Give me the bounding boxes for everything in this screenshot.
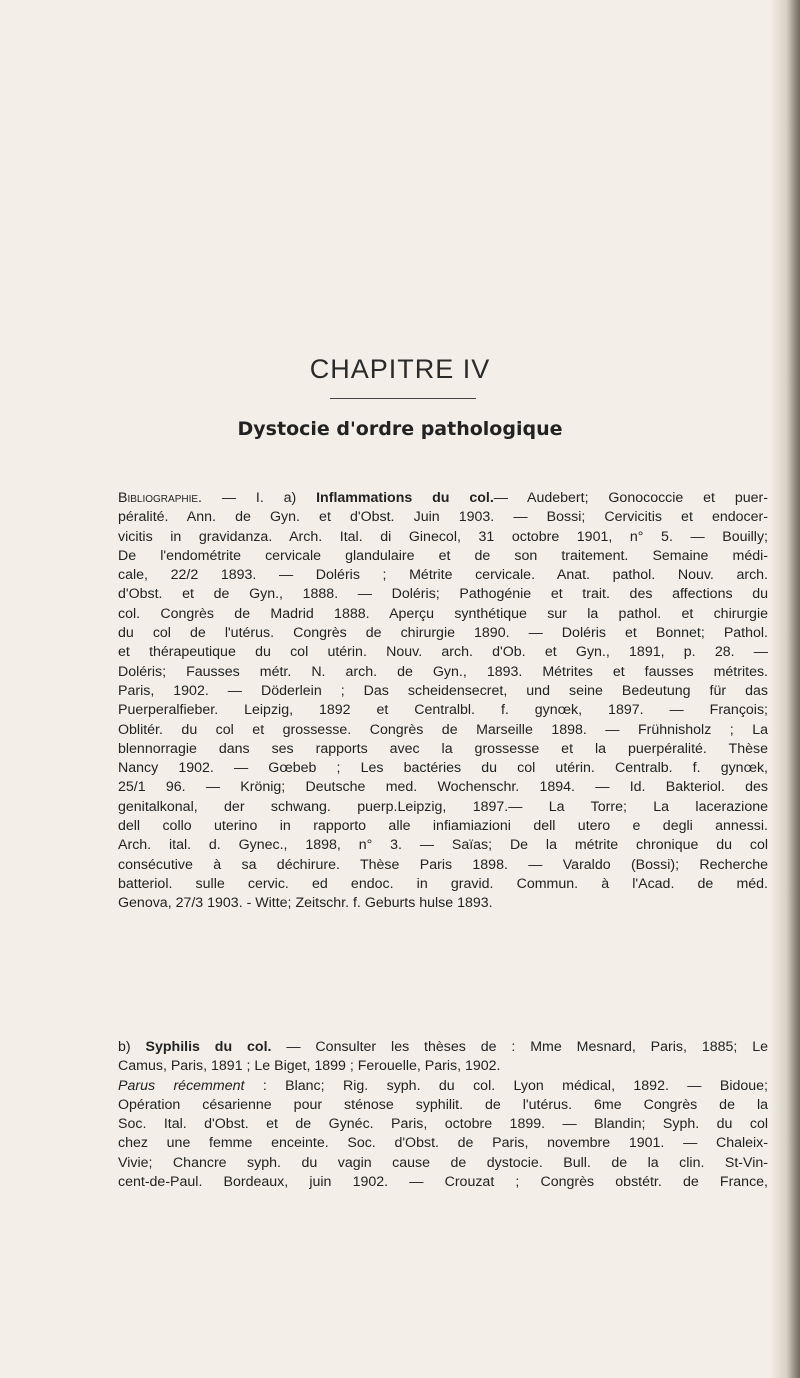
bibliography-line: cale, 22/2 1893. — Doléris ; Métrite cervicale. Anat. pathol. Nouv. arch. xyxy=(118,567,768,584)
bibliography-b-first-line xyxy=(118,1038,768,1057)
bibliography-line: genitalkonal, der schwang. puerp.Leipzig, 1897.— La Torre; La lacerazione xyxy=(118,798,768,815)
bibliography-line: batteriol. sulle cervic. ed endoc. in gravid. Commun. à l'Acad. de méd. xyxy=(118,875,768,892)
bibliography-line: consécutive à sa déchirure. Thèse Paris 1898. — Varaldo (Bossi); Recherche xyxy=(118,856,768,873)
section-marker: b) xyxy=(118,1039,131,1055)
bibliography-line: dell collo uterino in rapporto alle infiamiazioni dell utero e degli annessi. xyxy=(118,818,768,835)
bibliography-line: Puerperalfieber. Leipzig, 1892 et Centralbl. f. gynœk, 1897. — François; xyxy=(118,702,768,719)
bibliography-line: cent-de-Paul. Bordeaux, juin 1902. — Crouzat ; Congrès obstétr. de France, xyxy=(118,1174,768,1191)
bibliography-line: péralité. Ann. de Gyn. et d'Obst. Juin 1903. — Bossi; Cervicitis et endocer- xyxy=(118,509,768,526)
bibliography-line: vicitis in gravidanza. Arch. Ital. di Ginecol, 31 octobre 1901, n° 5. — Bouilly; xyxy=(118,528,768,545)
bibliography-line: Paris, 1902. — Döderlein ; Das scheidensecret, und seine Bedeutung für das xyxy=(118,682,768,699)
chapter-title: CHAPITRE IV xyxy=(309,354,491,384)
title-rule xyxy=(330,398,476,399)
bibliography-line: du col de l'utérus. Congrès de chirurgie 1890. — Doléris et Bonnet; Pathol. xyxy=(118,625,768,642)
bibliography-line: Nancy 1902. — Gœbeb ; Les bactéries du col utérin. Centralb. f. gynœk, xyxy=(118,760,768,777)
bibliography-line: De l'endométrite cervicale glandulaire et de son traitement. Semaine médi- xyxy=(118,547,768,564)
section-heading: Syphilis du col. xyxy=(145,1039,272,1055)
bibliography-a-first-line xyxy=(118,489,768,508)
bibliography-line: Soc. Ital. d'Obst. et de Gynéc. Paris, octobre 1899. — Blandin; Syph. du col xyxy=(118,1116,768,1133)
bibliography-line: blennorragie dans ses rapports avec la grossesse et la puerpéralité. Thèse xyxy=(118,740,768,757)
section-marker: — I. a) xyxy=(221,490,297,506)
bibliography-line: chez une femme enceinte. Soc. d'Obst. de Paris, novembre 1901. — Chaleix- xyxy=(118,1135,768,1152)
bibliography-line: d'Obst. et de Gyn., 1888. — Doléris; Pathogénie et trait. des affections du xyxy=(118,586,768,603)
bibliography-section-b xyxy=(118,1038,768,1192)
section-title: Dystocie d'ordre pathologique xyxy=(237,418,563,440)
bibliography-line: Oblitér. du col et grossesse. Congrès de Marseille 1898. — Frühnisholz ; La xyxy=(118,721,768,738)
bibliography-line: Genova, 27/3 1903. - Witte; Zeitschr. f. Geburts hulse 1893. xyxy=(118,895,493,912)
bibliography-line: — Consulter les thèses de : Mme Mesnard, Paris, 1885; Le xyxy=(286,1039,768,1055)
section-heading: Inflammations du col. xyxy=(316,490,494,506)
bibliography-line: Opération césarienne pour sténose syphilit. de l'utérus. 6me Congrès de la xyxy=(118,1096,768,1113)
bibliography-line: Doléris; Fausses métr. N. arch. de Gyn., 1893. Métrites et fausses métrites. xyxy=(118,663,768,680)
bibliography-line: et thérapeutique du col utérin. Nouv. arch. d'Ob. et Gyn., 1891, p. 28. — xyxy=(118,644,768,661)
bibliography-line: col. Congrès de Madrid 1888. Aperçu synthétique sur la pathol. et chirurgie xyxy=(118,605,768,622)
bibliography-line: Arch. ital. d. Gynec., 1898, n° 3. — Saïas; De la métrite chronique du col xyxy=(118,837,768,854)
bibliography-line: 25/1 96. — Krönig; Deutsche med. Wochenschr. 1894. — Id. Bakteriol. des xyxy=(118,779,768,796)
parus-label: Parus récemment xyxy=(118,1077,245,1094)
page-edge-shadow xyxy=(770,0,800,1378)
bibliography-line: — Audebert; Gonococcie et puer- xyxy=(493,490,768,506)
bibliography-line: : Blanc; Rig. syph. du col. Lyon médical, 1892. — Bidoue; xyxy=(262,1077,768,1094)
bibliography-section-a xyxy=(118,489,768,914)
bibliography-b-parus-line xyxy=(118,1077,768,1096)
bibliography-line: Vivie; Chancre syph. du vagin cause de dystocie. Bull. de la clin. St-Vin- xyxy=(118,1154,768,1171)
bibliography-line: Camus, Paris, 1891 ; Le Biget, 1899 ; Ferouelle, Paris, 1902. xyxy=(118,1058,501,1075)
bibliography-label: Bibliographie. xyxy=(118,490,202,506)
